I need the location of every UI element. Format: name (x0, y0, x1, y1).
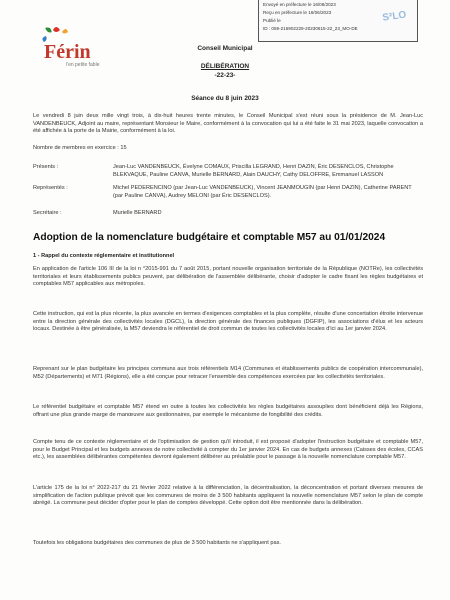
stamp-line: Reçu en préfecture le 16/06/2023 (263, 10, 332, 15)
body-paragraph: Cette instruction, qui est la plus récente, la plus avancée en termes d'exigences comptables et la plus complète, résulte d'une concertation étroite intervenue entre la direction générale des collectivités locales (DGCL), la direction générale des finances publiques (DGFIP), les associations d'élus et les acteurs locaux. Destinée à être généralisée, la M57 deviendra le référentiel de droit commun de toutes les collectivités locales d'ici au 1er janvier 2024. (33, 311, 423, 333)
present-list: Jean-Luc VANDENBEUCK, Évelyne COMAUX, Priscilla LEGRAND, Henri DAZIN, Éric DESENCLOS, Christophe BLEKVAQUE, Pauline CANVA, Murielle BERNARD, Alain DAUCHY, Cathy DELOFFRE, Emmanuel LASSON (113, 164, 394, 178)
body-paragraph: Compte tenu de ce contexte réglementaire et de l'optimisation de gestion qu'il introduit, il est proposé d'adopter l'instruction budgétaire et comptable M57, pour le Budget Principal et les budgets annexes de notre collectivité à compter du 1er janvier 2024. En cas de budgets annexes (Caisses des écoles, CCAS etc.), les assemblées délibérantes compétentes devront également délibérer au préalable pour le passage à la nouvelle nomenclature comptable M57. (33, 439, 423, 461)
represented-list: Michel PEDERENCINO (par Jean-Luc VANDENBEUCK), Vincent JEANMOUGIN (par Henri DAZIN), Catherine PARENT (par Pauline CANVA), Audrey MELONI (par Éric DESENCLOS). (113, 185, 412, 199)
body-paragraph: Reprenant sur le plan budgétaire les principes communs aux trois référentiels M14 (Communes et établissements publics de coopération intercommunale), M52 (Départements) et M71 (Régions), elle a été conçue pour retracer l'ensemble des compétences exercées par les collectivités territoriales. (33, 366, 423, 380)
session-date: Séance du 8 juin 2023 (191, 95, 259, 102)
body-paragraph: L'article 175 de la loi n° 2022-217 du 21 février 2022 relative à la différenciation, la décentralisation, la déconcentration et portant diverses mesures de simplification de l'action publique prévoit que les communes de moins de 3 500 habitants appliquent la nouvelle nomenclature M57 selon le plan de compte abrégé. La commune peut décider d'opter pour le plan de comptes développé. Cette option doit être mentionnée dans la délibération. (33, 485, 423, 507)
stamp-line: Publié le (263, 18, 281, 23)
secretary-name: Murielle BERNARD (113, 210, 162, 216)
present-label: Présents : (33, 164, 59, 170)
deliberation-heading: DÉLIBÉRATION (200, 63, 250, 70)
svg-text:l'en petite fable: l'en petite fable (66, 62, 100, 68)
svg-text:Férin: Férin (44, 41, 91, 63)
intro-paragraph: Le vendredi 8 juin deux mille vingt trois, à dix-huit heures trente minutes, le Conseil Municipal s'est réuni sous la présidence de M. Jean-Luc VANDENBEUCK, Adjoint au maire, représentant Monsieur le Maire, conformément à la convocation qui lui a été faite le 31 mai 2023, laquelle convocation a été affichée à la porte de la Mairie, conformément à la loi. (33, 113, 423, 135)
slo-seal: S²LO (381, 9, 407, 24)
body-paragraph: Toutefois les obligations budgétaires des communes de plus de 3 500 habitants ne s'appliquent pas. (33, 540, 281, 546)
stamp-line: ID : 059-215902229-20230615-22_23_MO-DE (263, 26, 358, 31)
stamp-line: Envoyé en préfecture le 16/06/2023 (263, 2, 336, 7)
body-paragraph: Le référentiel budgétaire et comptable M57 étend en outre à toutes les collectivités les règles budgétaires assouplies dont bénéficient déjà les Régions, offrant une plus grande marge de manœuvre aux gestionnaires, par exemple le mécanisme de fongibilité des crédits. (33, 404, 423, 418)
council-heading: Conseil Municipal (197, 45, 253, 52)
body-paragraph: En application de l'article 106 III de la loi n °2015-991 du 7 août 2015, portant nouvelle organisation territoriale de la République (NOTRe), les collectivités territoriales et leurs établissements publics peuvent, par délibération de l'assemblée délibérante, choisir d'adopter le cadre fixant les règles budgétaires et comptables M57 applicables aux métropoles. (33, 266, 423, 288)
deliberation-title: Adoption de la nomenclature budgétaire et comptable M57 au 01/01/2024 (33, 232, 386, 243)
members-count: Nombre de membres en exercice : 15 (33, 145, 127, 151)
section-heading: 1 - Rappel du contexte réglementaire et institutionnel (33, 253, 175, 259)
represented-label: Représentés : (33, 185, 68, 191)
secretary-label: Secrétaire : (33, 210, 62, 216)
deliberation-number: -22-23- (214, 72, 236, 79)
